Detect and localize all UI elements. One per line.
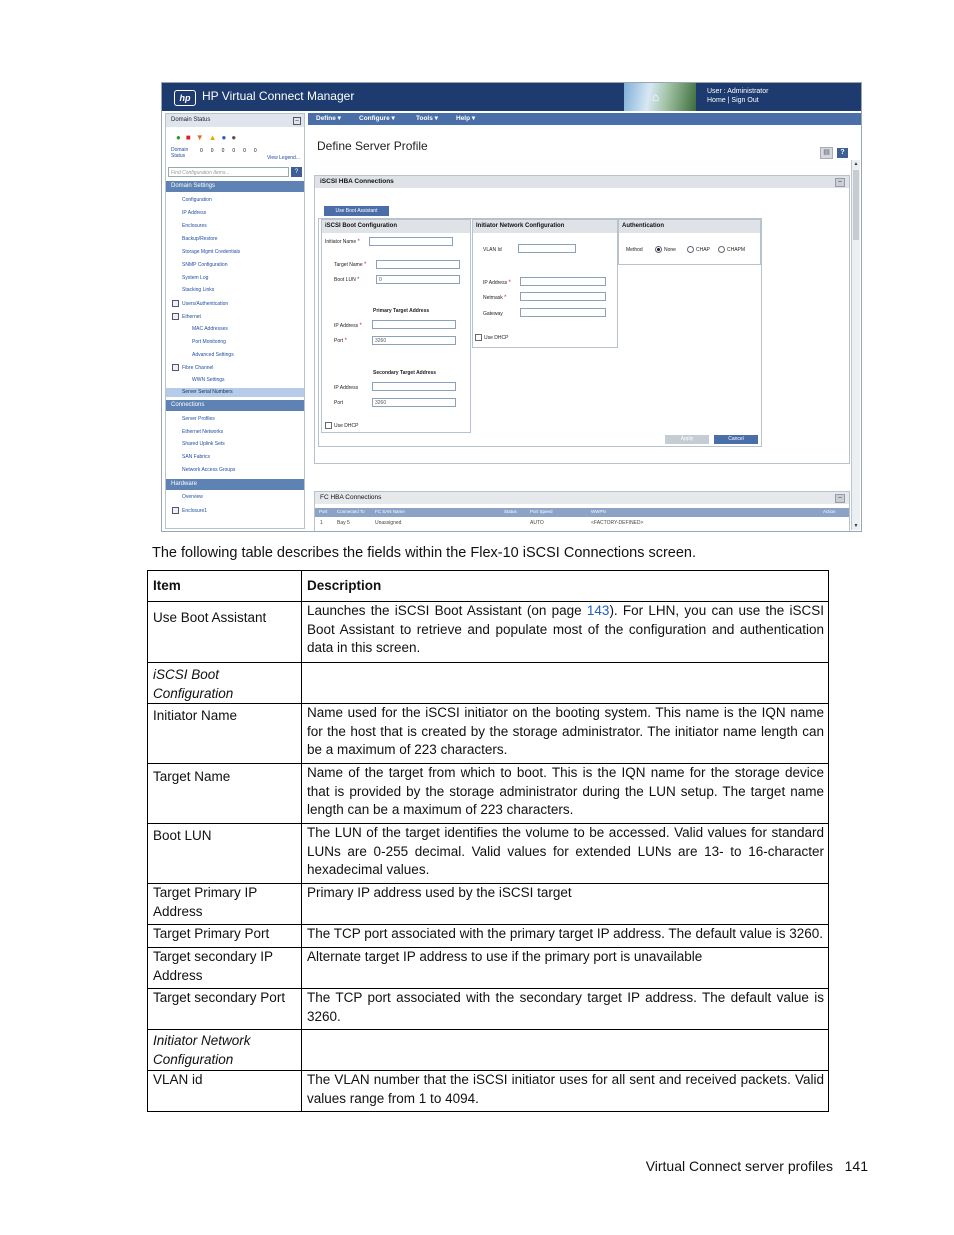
- col-port-speed[interactable]: Port Speed: [530, 509, 553, 514]
- critical-icon: ■: [185, 133, 196, 142]
- method-chap-radio[interactable]: CHAP: [687, 246, 710, 253]
- table-row: [148, 764, 829, 824]
- vlan-id-label: VLAN Id: [483, 247, 502, 253]
- count-warning: 0: [232, 148, 244, 154]
- ok-icon: ●: [176, 133, 186, 142]
- nav-system-log[interactable]: System Log: [182, 275, 209, 281]
- boot-lun-label: Boot LUN *: [334, 277, 360, 283]
- hardware-heading[interactable]: Hardware: [166, 479, 304, 490]
- description-cell: The VLAN number that the iSCSI initiator uses for all sent and received packets. Valid values range from 1 to 4094.: [302, 1071, 829, 1112]
- nav-san-fabrics[interactable]: SAN Fabrics: [182, 454, 211, 460]
- description-cell: The LUN of the target identifies the volume to be accessed. Valid values for standard LUNs are 0-255 decimal. Valid values for extended LUNs are 13- to 16-character hexadecimal values.: [302, 824, 829, 884]
- field-description-table: [147, 570, 829, 1112]
- nav-configuration[interactable]: Configuration: [182, 197, 212, 203]
- footer-section: Virtual Connect server profiles: [645, 1158, 833, 1174]
- boot-lun-field[interactable]: 0: [376, 275, 460, 284]
- nav-shared-uplink-sets[interactable]: Shared Uplink Sets: [182, 441, 225, 447]
- nav-ethernet-label: Ethernet: [182, 313, 201, 320]
- initiator-name-field[interactable]: [369, 237, 453, 246]
- search-input[interactable]: Find Configuration Items...: [168, 167, 289, 177]
- authentication-heading: Authentication: [619, 220, 760, 233]
- nav-server-profiles[interactable]: Server Profiles: [182, 416, 215, 422]
- title-icons: [820, 141, 848, 159]
- col-connected-to[interactable]: Connected To: [337, 509, 365, 514]
- status-counts: [200, 148, 265, 154]
- section-heading-cell: iSCSI Boot Configuration: [148, 663, 302, 704]
- nav-overview[interactable]: Overview: [182, 494, 203, 500]
- item-cell: Target Primary IP Address: [148, 884, 302, 925]
- collapse-icon[interactable]: [172, 313, 179, 320]
- vertical-scrollbar[interactable]: [851, 160, 860, 530]
- netmask-field[interactable]: [520, 292, 606, 301]
- fc-table-header: [315, 508, 849, 517]
- boot-use-dhcp[interactable]: Use DHCP: [325, 422, 358, 429]
- secondary-port-field[interactable]: 3260: [372, 398, 456, 407]
- count-unknown: 0: [253, 148, 265, 154]
- radio-icon: [718, 246, 725, 253]
- radio-selected-icon: [655, 246, 662, 253]
- domain-status-link[interactable]: Domain Status: [171, 147, 189, 159]
- home-link[interactable]: Home: [707, 97, 726, 104]
- scroll-thumb[interactable]: [853, 170, 859, 240]
- table-row: [148, 948, 829, 989]
- page-link[interactable]: 143: [586, 603, 610, 618]
- expand-icon[interactable]: [172, 300, 179, 307]
- desc-text: Launches the iSCSI Boot Assistant (on page: [307, 603, 587, 618]
- domain-status-heading: Domain Status: [166, 114, 304, 127]
- item-cell: Target secondary IP Address: [148, 948, 302, 989]
- status-icons: [176, 133, 241, 142]
- radio-icon: [687, 246, 694, 253]
- minimize-icon[interactable]: –: [835, 178, 845, 187]
- boot-config-heading: iSCSI Boot Configuration: [322, 220, 470, 233]
- target-name-field[interactable]: [376, 260, 460, 269]
- menu-define[interactable]: Define ▾: [316, 115, 341, 122]
- nav-mac-addresses[interactable]: MAC Addresses: [192, 326, 228, 332]
- nav-fibre-channel-label: Fibre Channel: [182, 364, 214, 371]
- netmask-label: Netmask *: [483, 295, 507, 301]
- primary-target-heading: Primary Target Address: [373, 308, 430, 314]
- collapse-icon[interactable]: –: [293, 117, 301, 125]
- col-status[interactable]: Status: [504, 509, 517, 514]
- count-info: 0: [243, 148, 254, 154]
- nav-network-access-groups[interactable]: Network Access Groups: [182, 467, 236, 473]
- initiator-name-label: Initiator Name *: [325, 239, 360, 245]
- nav-stacking-links[interactable]: Stacking Links: [182, 287, 215, 293]
- fc-hba-heading: FC HBA Connections: [315, 492, 849, 504]
- description-cell: The TCP port associated with the secondary target IP address. The default value is 3260.: [302, 989, 829, 1030]
- cancel-button[interactable]: Cancel: [714, 435, 758, 444]
- net-use-dhcp[interactable]: Use DHCP: [475, 334, 508, 341]
- vlan-id-field[interactable]: [518, 244, 576, 253]
- primary-ip-field[interactable]: [372, 320, 456, 329]
- description-cell: Name of the target from which to boot. This is the IQN name for the storage device that is provided by the storage administrator during the LUN setup. The target name length can be a maximum of 223 characters.: [302, 764, 829, 824]
- table-header-row: [148, 571, 829, 602]
- menu-help[interactable]: Help ▾: [456, 115, 476, 122]
- description-cell: [302, 663, 829, 704]
- fc-bay-cell: Bay 5: [337, 520, 350, 526]
- nav-advanced-settings[interactable]: Advanced Settings: [192, 352, 234, 358]
- sidebar: [165, 113, 305, 529]
- search-button[interactable]: ?: [291, 167, 302, 177]
- user-info: [707, 87, 768, 105]
- banner-image: [624, 83, 696, 111]
- user-label: User : Administrator: [707, 88, 769, 95]
- page-footer: [646, 1158, 868, 1174]
- nav-ethernet-networks[interactable]: Ethernet Networks: [182, 429, 224, 435]
- network-config-panel: [472, 219, 618, 348]
- secondary-ip-label: IP Address: [334, 385, 359, 391]
- description-cell: Primary IP address used by the iSCSI target: [302, 884, 829, 925]
- info-icon: ●: [221, 133, 232, 142]
- fc-wwpn-cell: <FACTORY-DEFINED>: [591, 520, 644, 526]
- nav-users-label: Users/Authentication: [182, 300, 229, 307]
- col-fc-san-name[interactable]: FC SAN Name: [375, 509, 405, 514]
- item-cell: Target Primary Port: [148, 925, 302, 948]
- iscsi-hba-heading: iSCSI HBA Connections: [315, 176, 849, 188]
- nav-ip-address[interactable]: IP Address: [182, 210, 207, 216]
- hp-logo: hp: [174, 90, 196, 106]
- nav-users[interactable]: [172, 300, 228, 307]
- count-ok: 0: [200, 148, 211, 154]
- col-action[interactable]: Action: [823, 509, 836, 514]
- nav-wwn-settings[interactable]: WWN Settings: [192, 377, 225, 383]
- net-ip-field[interactable]: [520, 277, 606, 286]
- collapse-icon[interactable]: [172, 364, 179, 371]
- method-label: Method: [626, 247, 643, 253]
- table-row: [148, 884, 829, 925]
- item-cell: Boot LUN: [148, 824, 302, 884]
- col-port[interactable]: Port: [319, 509, 328, 514]
- nav-enclosure1-label: Enclosure1: [182, 507, 208, 514]
- table-row: [148, 663, 829, 704]
- count-major: 0: [221, 148, 233, 154]
- table-row: [148, 1071, 829, 1112]
- use-boot-assistant-button[interactable]: Use Boot Assistant: [324, 206, 389, 216]
- table-row: [148, 1030, 829, 1071]
- table-row: [148, 824, 829, 884]
- count-critical: 0: [210, 148, 222, 154]
- vcm-screenshot: [161, 82, 862, 532]
- nav-enclosure1[interactable]: [172, 507, 207, 514]
- item-cell: Use Boot Assistant: [148, 602, 302, 663]
- warning-icon: ▲: [208, 133, 222, 142]
- app-banner: [162, 83, 861, 111]
- minimize-icon[interactable]: –: [835, 494, 845, 503]
- scroll-up-icon[interactable]: ▲: [853, 161, 859, 167]
- secondary-ip-field[interactable]: [372, 382, 456, 391]
- boot-config-panel: [321, 219, 471, 433]
- menu-tools[interactable]: Tools ▾: [416, 115, 438, 122]
- expand-icon[interactable]: [172, 507, 179, 514]
- sign-out-link[interactable]: Sign Out: [731, 97, 759, 104]
- fc-hba-panel: [314, 491, 850, 532]
- net-ip-label: IP Address *: [483, 280, 511, 286]
- network-config-heading: Initiator Network Configuration: [473, 220, 617, 233]
- checkbox-icon: [475, 334, 482, 341]
- table-row: [315, 519, 849, 528]
- nav-fibre-channel[interactable]: [172, 364, 213, 371]
- primary-port-label: Port *: [334, 338, 347, 344]
- page-number: 141: [844, 1158, 868, 1174]
- house-icon: ⌂: [652, 90, 660, 104]
- table-row: [148, 602, 829, 663]
- connections-heading[interactable]: Connections: [166, 400, 304, 411]
- view-legend-link[interactable]: View Legend...: [267, 155, 300, 161]
- description-cell: The TCP port associated with the primary target IP address. The default value is 3260.: [302, 925, 829, 948]
- col-wwpn[interactable]: WWPN: [591, 509, 606, 514]
- page-title: Define Server Profile: [317, 139, 428, 153]
- scroll-down-icon[interactable]: ▼: [853, 523, 859, 529]
- iscsi-config-area: [318, 218, 762, 447]
- nav-enclosures[interactable]: Enclosures: [182, 223, 207, 229]
- checkbox-icon: [325, 422, 332, 429]
- nav-storage-credentials[interactable]: Storage Mgmt Credentials: [182, 249, 241, 255]
- secondary-target-heading: Secondary Target Address: [373, 370, 437, 376]
- iscsi-hba-panel: [314, 175, 850, 464]
- domain-settings-heading[interactable]: Domain Settings: [166, 181, 304, 192]
- description-cell: [302, 1030, 829, 1071]
- desc-text: ). For LHN, you can use the iSCSI Boot Assistant to retrieve and populate most of the configuration and authentication data in this screen.: [307, 603, 824, 655]
- header-item: Item: [148, 571, 302, 602]
- fc-speed-cell[interactable]: AUTO: [530, 520, 544, 526]
- nav-backup-restore[interactable]: Backup/Restore: [182, 236, 218, 242]
- main-content: [308, 111, 861, 531]
- section-heading-cell: Initiator Network Configuration: [148, 1030, 302, 1071]
- description-cell: [302, 602, 829, 663]
- help-icon[interactable]: ?: [837, 148, 848, 158]
- target-name-label: Target Name *: [334, 262, 367, 268]
- secondary-port-label: Port: [334, 400, 344, 406]
- table-caption: The following table describes the fields within the Flex-10 iSCSI Connections screen.: [152, 545, 697, 561]
- method-chapm-radio[interactable]: CHAPM: [718, 246, 745, 253]
- unknown-icon: ●: [231, 133, 242, 142]
- nav-port-monitoring[interactable]: Port Monitoring: [192, 339, 226, 345]
- description-cell: Name used for the iSCSI initiator on the booting system. This name is the IQN name for the host that is created by the storage administrator. The initiator name length can be a maximum of 223 characters.: [302, 704, 829, 764]
- table-row: [148, 704, 829, 764]
- gateway-field[interactable]: [520, 308, 606, 317]
- table-row: [148, 989, 829, 1030]
- primary-ip-label: IP Address *: [334, 323, 362, 329]
- primary-port-field[interactable]: 3260: [372, 336, 456, 345]
- method-none-radio[interactable]: None: [655, 246, 676, 253]
- menu-configure[interactable]: Configure ▾: [359, 115, 395, 122]
- table-row: [148, 925, 829, 948]
- app-title: HP Virtual Connect Manager: [202, 89, 355, 103]
- fc-san-cell[interactable]: Unassigned: [375, 520, 402, 526]
- item-cell: Target Name: [148, 764, 302, 824]
- item-cell: VLAN id: [148, 1071, 302, 1112]
- print-icon[interactable]: ▤: [820, 147, 833, 159]
- nav-snmp[interactable]: SNMP Configuration: [182, 262, 228, 268]
- fc-port-cell: 1: [320, 520, 323, 526]
- apply-button[interactable]: Apply: [665, 435, 709, 444]
- menu-bar: [308, 113, 861, 125]
- nav-server-serial-numbers[interactable]: Server Serial Numbers: [166, 388, 304, 397]
- link-separator: |: [727, 97, 730, 104]
- major-icon: ▼: [195, 133, 209, 142]
- header-description: Description: [302, 571, 829, 602]
- authentication-panel: [618, 219, 761, 265]
- nav-ethernet[interactable]: [172, 313, 201, 320]
- description-cell: Alternate target IP address to use if the primary port is unavailable: [302, 948, 829, 989]
- item-cell: Initiator Name: [148, 704, 302, 764]
- item-cell: Target secondary Port: [148, 989, 302, 1030]
- gateway-label: Gateway: [483, 311, 503, 317]
